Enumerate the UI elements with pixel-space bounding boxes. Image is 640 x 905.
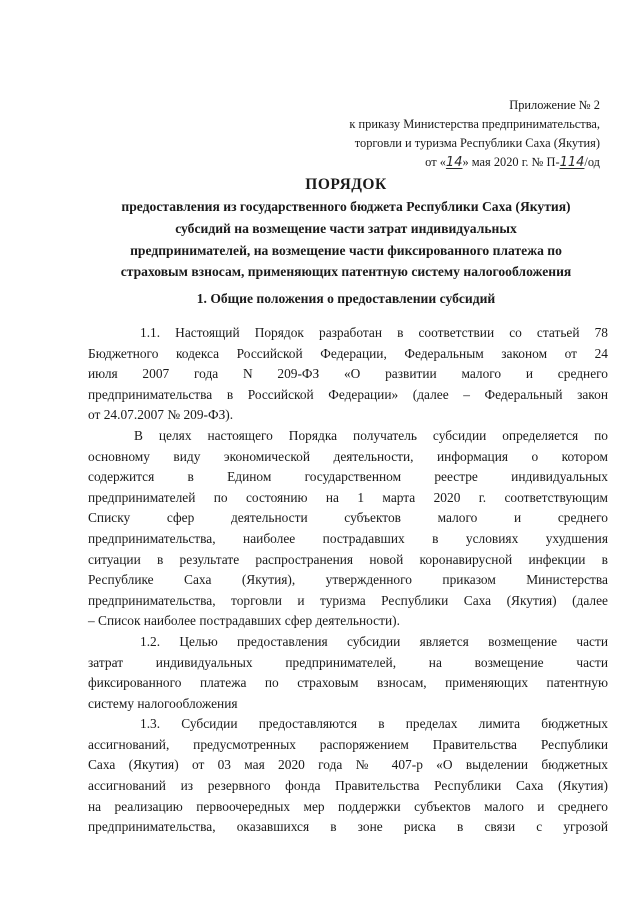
appendix-header xyxy=(300,96,600,172)
order-suffix: /од xyxy=(584,155,600,169)
body-line: ассигнований, предусмотренных распоряжением Правительства Республики xyxy=(88,736,608,752)
body-line: основному виду экономической деятельности, информация о котором xyxy=(88,448,608,464)
document-body xyxy=(88,323,608,838)
body-line: Республике Саха (Якутия), утвержденного приказом Министерства xyxy=(88,572,608,588)
title-line: предоставления из государственного бюджета Республики Саха (Якутия) xyxy=(121,199,571,214)
body-line: систему налогообложения xyxy=(88,695,238,711)
appendix-ministry: торговли и туризма Республики Саха (Якутия) xyxy=(354,136,600,150)
body-line: июля 2007 года N 209-ФЗ «О развитии малого и среднего xyxy=(88,366,608,382)
body-line: предпринимательства, оказавшихся в зоне риска в связи с угрозой xyxy=(88,819,608,835)
handwritten-order-number: 114 xyxy=(559,155,585,170)
appendix-number: Приложение № 2 xyxy=(509,98,600,112)
body-line: ассигнований из резервного фонда Правительства Республики Саха (Якутия) xyxy=(88,778,608,794)
body-line: Списку сфер деятельности субъектов малого и среднего xyxy=(88,510,608,526)
body-line: В целях настоящего Порядка получатель субсидии определяется по xyxy=(134,427,608,443)
body-line: ситуации в результате распространения новой коронавирусной инфекции в xyxy=(88,551,608,567)
title-line: страховым взносам, применяющих патентную систему налогообложения xyxy=(120,264,572,280)
appendix-order-ref: к приказу Министерства предпринимательства, xyxy=(349,117,600,131)
appendix-date-line xyxy=(300,153,600,172)
body-line: Бюджетного кодекса Российской Федерации, Федеральным законом от 24 xyxy=(88,345,608,361)
body-line: Саха (Якутия) от 03 мая 2020 года № 407-р «О выделении бюджетных xyxy=(88,757,608,773)
title-line: субсидий на возмещение части затрат индивидуальных xyxy=(175,220,517,236)
handwritten-day: 14 xyxy=(445,155,463,170)
body-line: предпринимательства в Российской Федерации» (далее – Федеральный закон xyxy=(88,386,608,402)
body-line: – Список наиболее пострадавших сфер деятельности). xyxy=(88,613,400,629)
body-line: предпринимательства, наиболее пострадавших в условиях ухудшения xyxy=(88,530,608,546)
body-line: предпринимательства, торговли и туризма Республики Саха (Якутия) (далее xyxy=(88,592,608,608)
date-middle: » мая 2020 г. № П- xyxy=(462,155,560,169)
body-line: 1.2. Целью предоставления субсидии является возмещение части xyxy=(140,633,608,649)
body-line: содержится в Едином государственном реестре индивидуальных xyxy=(88,469,608,485)
body-line: от 24.07.2007 № 209-ФЗ). xyxy=(88,407,234,423)
section-heading: 1. Общие положения о предоставлении субсидий xyxy=(196,291,496,306)
date-prefix: от « xyxy=(425,155,446,169)
body-line: предпринимателей по состоянию на 1 марта 2020 г. соответствующим xyxy=(88,489,608,505)
body-line: фиксированного платежа по страховым взносам, применяющих патентную xyxy=(88,675,608,691)
body-line: 1.1. Настоящий Порядок разработан в соответствии со статьей 78 xyxy=(140,325,608,340)
body-line: затрат индивидуальных предпринимателей, на возмещение части xyxy=(88,654,608,670)
body-line: на реализацию первоочередных мер поддержки субъектов малого и среднего xyxy=(88,798,608,814)
title-main: ПОРЯДОК xyxy=(305,176,387,193)
body-line: 1.3. Субсидии предоставляются в пределах лимита бюджетных xyxy=(140,716,608,732)
title-line: предпринимателей, на возмещение части фиксированного платежа по xyxy=(130,242,562,258)
document-title xyxy=(86,174,606,283)
